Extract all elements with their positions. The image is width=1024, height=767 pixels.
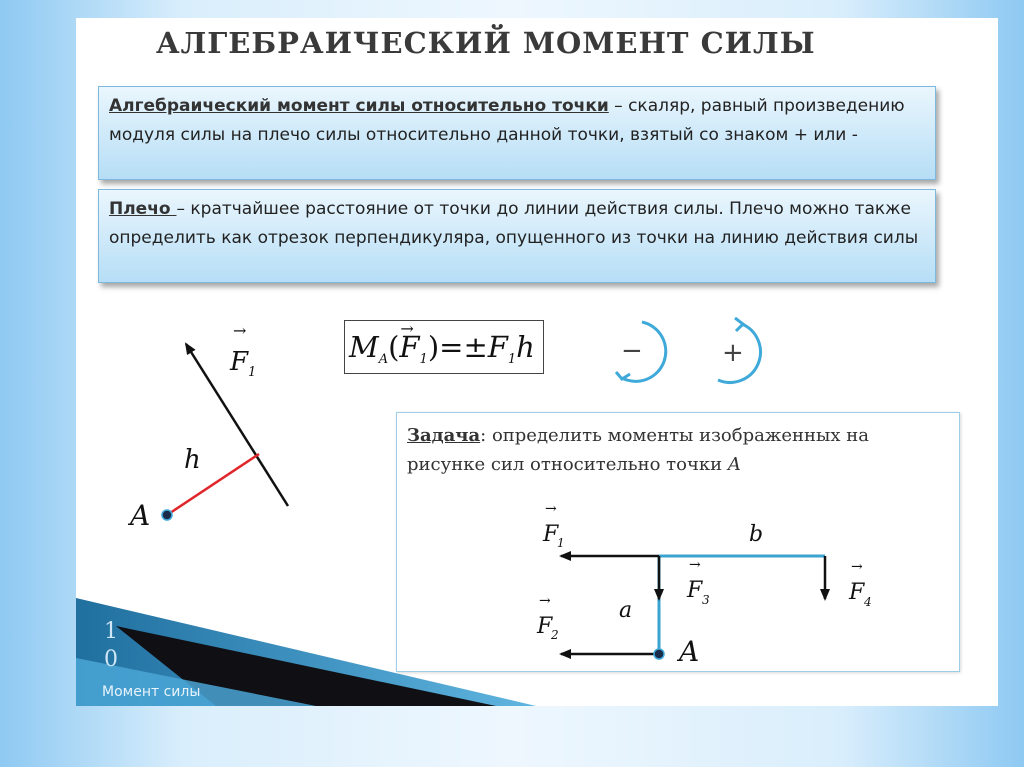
task-f4-sub: 4 — [864, 595, 872, 609]
task-f1-sub: 1 — [557, 536, 565, 550]
formula-m: M — [349, 330, 379, 364]
task-description: : определить моменты изображенных на рисунке сил относительно точки — [407, 425, 869, 475]
formula-rest: )=± — [427, 330, 488, 364]
slide-title: АЛГЕБРАИЧЕСКИЙ МОМЕНТ СИЛЫ — [156, 26, 816, 60]
definition-moment-term: Алгебраический момент силы относительно точки — [109, 96, 609, 116]
task-b-label: b — [749, 522, 764, 547]
task-f3-vector-arrow: → — [689, 557, 701, 573]
task-f1-label: F — [543, 522, 559, 547]
formula-f-vector: → F — [399, 321, 419, 373]
formula-f1-sub: 1 — [507, 352, 517, 367]
left-arm-label: h — [184, 445, 201, 475]
slide — [76, 18, 998, 706]
plus-sign: + — [722, 338, 744, 368]
left-force-sub: 1 — [248, 365, 257, 380]
formula-paren-open: ( — [388, 330, 400, 364]
task-term: Задача — [407, 425, 481, 446]
plus-rotation-arrowhead — [735, 318, 743, 331]
definition-moment-text: – скаляр, равный произведению модуля силы на плечо силы относительно данной точки, взятый со знаком + или - — [109, 96, 905, 145]
left-point-label: A — [130, 499, 151, 532]
left-force-vector-arrow: → — [233, 321, 247, 340]
task-f4-vector-arrow: → — [851, 559, 863, 575]
page-number-digit-1: 1 — [104, 619, 118, 644]
left-force-label: F — [230, 347, 249, 377]
moment-formula — [344, 320, 544, 374]
task-f4-label: F — [849, 580, 865, 605]
formula-h: h — [516, 330, 535, 364]
task-f2-vector-arrow: → — [539, 593, 551, 609]
definition-arm-text: – кратчайшее расстояние от точки до линии действия силы. Плечо можно также определить как отрезок перпендикуляра, опущенного из точки на линию действия силы — [109, 199, 919, 248]
formula-f-sub: 1 — [419, 352, 428, 367]
task-f2-sub: 2 — [551, 628, 559, 642]
arm-h-line — [167, 454, 259, 515]
definition-arm-term: Плечо — [109, 199, 177, 219]
footer-label: Момент силы — [102, 684, 201, 700]
minus-sign: − — [621, 336, 643, 366]
task-f3-label: F — [687, 578, 703, 603]
minus-rotation-arrowhead — [616, 372, 630, 379]
task-f3-sub: 3 — [702, 593, 710, 607]
task-a-label: a — [619, 598, 633, 623]
task-point-label: A — [679, 635, 700, 668]
task-point: A — [727, 454, 741, 475]
formula-f1: F — [487, 330, 508, 364]
page-number-digit-2: 0 — [104, 647, 118, 672]
formula-m-sub: A — [378, 352, 389, 367]
page-number — [100, 618, 122, 674]
task-f2-label: F — [537, 614, 553, 639]
point-a-dot — [162, 510, 172, 520]
task-point-dot — [654, 649, 664, 659]
task-f1-vector-arrow: → — [545, 501, 557, 517]
